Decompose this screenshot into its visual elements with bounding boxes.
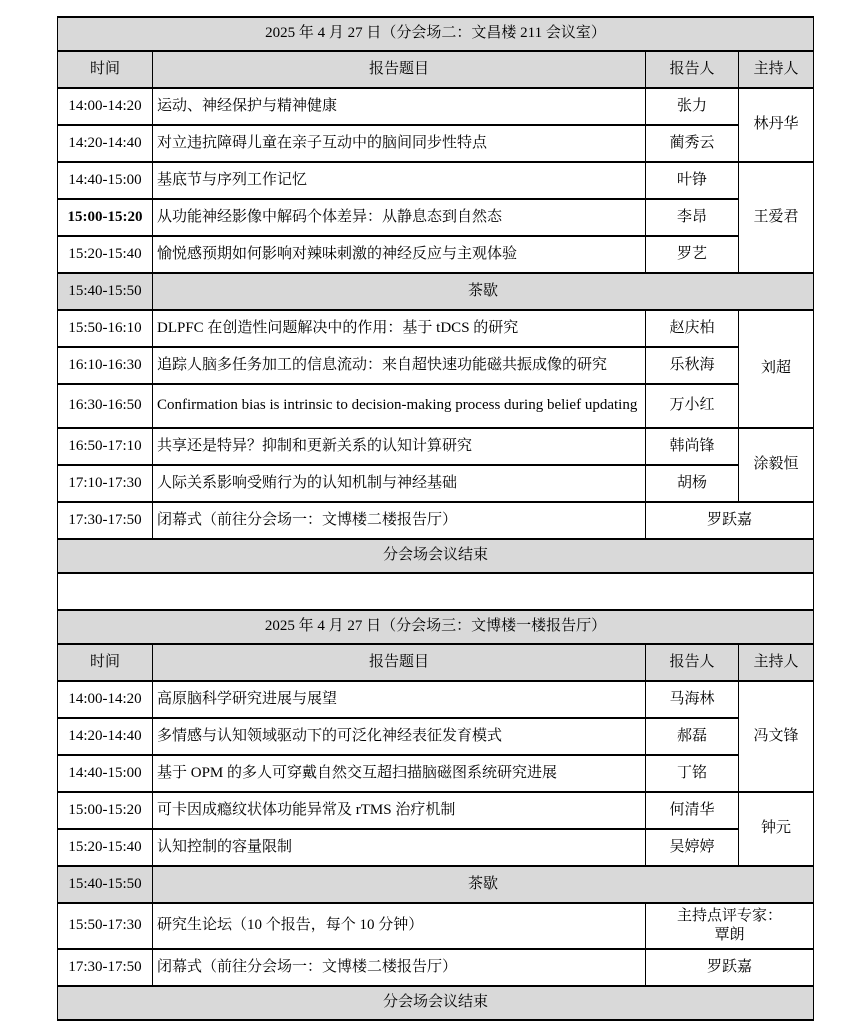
time-cell: 14:40-15:00 bbox=[58, 162, 153, 199]
session2-column-header-speaker: 报告人 bbox=[646, 51, 739, 88]
topic-cell: 基于 OPM 的多人可穿戴自然交互超扫描脑磁图系统研究进展 bbox=[153, 755, 646, 792]
table-row bbox=[58, 829, 814, 866]
time-cell: 17:30-17:50 bbox=[58, 949, 153, 986]
table-row bbox=[58, 125, 814, 162]
session2-title: 2025 年 4 月 27 日（分会场二：文昌楼 211 会议室） bbox=[58, 17, 814, 51]
session2-title-row bbox=[58, 17, 814, 51]
session3-column-header-speaker: 报告人 bbox=[646, 644, 739, 681]
time-cell: 16:50-17:10 bbox=[58, 428, 153, 465]
table-row bbox=[58, 236, 814, 273]
table-row bbox=[58, 681, 814, 718]
graduate-forum-row bbox=[58, 903, 814, 949]
tea-break-label: 茶歇 bbox=[153, 273, 814, 310]
session3-title: 2025 年 4 月 27 日（分会场三：文博楼一楼报告厅） bbox=[58, 610, 814, 644]
time-cell: 15:20-15:40 bbox=[58, 236, 153, 273]
table-row bbox=[58, 792, 814, 829]
time-cell: 14:00-14:20 bbox=[58, 88, 153, 125]
speaker-cell: 张力 bbox=[646, 88, 739, 125]
table-row bbox=[58, 199, 814, 236]
table-row bbox=[58, 310, 814, 347]
host-cell: 刘超 bbox=[739, 310, 814, 428]
table-row bbox=[58, 465, 814, 502]
table-row bbox=[58, 755, 814, 792]
speaker-cell: 叶铮 bbox=[646, 162, 739, 199]
session2-column-header-host: 主持人 bbox=[739, 51, 814, 88]
speaker-cell: 郝磊 bbox=[646, 718, 739, 755]
time-cell: 15:40-15:50 bbox=[58, 866, 153, 903]
table-row bbox=[58, 384, 814, 428]
topic-cell: 对立违抗障碍儿童在亲子互动中的脑间同步性特点 bbox=[153, 125, 646, 162]
speaker-cell: 罗艺 bbox=[646, 236, 739, 273]
time-cell: 14:00-14:20 bbox=[58, 681, 153, 718]
tea-break-label: 茶歇 bbox=[153, 866, 814, 903]
speaker-cell: 胡杨 bbox=[646, 465, 739, 502]
table-row bbox=[58, 162, 814, 199]
tea-break-row bbox=[58, 866, 814, 903]
topic-cell: 人际关系影响受贿行为的认知机制与神经基础 bbox=[153, 465, 646, 502]
forum-host-role: 主持点评专家： bbox=[677, 907, 783, 924]
host-cell: 涂毅恒 bbox=[739, 428, 814, 502]
speaker-cell: 丁铭 bbox=[646, 755, 739, 792]
time-cell: 17:30-17:50 bbox=[58, 502, 153, 539]
speaker-cell: 李昂 bbox=[646, 199, 739, 236]
time-cell: 14:40-15:00 bbox=[58, 755, 153, 792]
session3-column-header-host: 主持人 bbox=[739, 644, 814, 681]
session3-header-row bbox=[58, 644, 814, 681]
host-cell: 王爱君 bbox=[739, 162, 814, 273]
speaker-cell: 万小红 bbox=[646, 384, 739, 428]
host-cell: 林丹华 bbox=[739, 88, 814, 162]
speaker-cell: 何清华 bbox=[646, 792, 739, 829]
table-row bbox=[58, 88, 814, 125]
session2-column-header-topic: 报告题目 bbox=[153, 51, 646, 88]
topic-cell: 基底节与序列工作记忆 bbox=[153, 162, 646, 199]
topic-cell: 追踪人脑多任务加工的信息流动：来自超快速功能磁共振成像的研究 bbox=[153, 347, 646, 384]
topic-cell: 认知控制的容量限制 bbox=[153, 829, 646, 866]
topic-cell: 高原脑科学研究进展与展望 bbox=[153, 681, 646, 718]
speaker-cell: 蔺秀云 bbox=[646, 125, 739, 162]
table-row bbox=[58, 428, 814, 465]
closing-ceremony-row bbox=[58, 502, 814, 539]
session3-end-row bbox=[58, 986, 814, 1020]
topic-cell: 闭幕式（前往分会场一：文博楼二楼报告厅） bbox=[153, 949, 646, 986]
closing-ceremony-row bbox=[58, 949, 814, 986]
speaker-cell: 韩尚锋 bbox=[646, 428, 739, 465]
session2-column-header-time: 时间 bbox=[58, 51, 153, 88]
time-cell: 15:00-15:20 bbox=[58, 199, 153, 236]
closing-person-cell: 罗跃嘉 bbox=[646, 949, 814, 986]
time-cell: 15:00-15:20 bbox=[58, 792, 153, 829]
speaker-cell: 吴婷婷 bbox=[646, 829, 739, 866]
time-cell: 14:20-14:40 bbox=[58, 718, 153, 755]
session3-column-header-topic: 报告题目 bbox=[153, 644, 646, 681]
conference-schedule-table bbox=[57, 16, 814, 1021]
topic-cell: 运动、神经保护与精神健康 bbox=[153, 88, 646, 125]
topic-cell: DLPFC 在创造性问题解决中的作用：基于 tDCS 的研究 bbox=[153, 310, 646, 347]
host-cell: 钟元 bbox=[739, 792, 814, 866]
session2-header-row bbox=[58, 51, 814, 88]
closing-person-cell: 罗跃嘉 bbox=[646, 502, 814, 539]
time-cell: 15:20-15:40 bbox=[58, 829, 153, 866]
topic-cell: 愉悦感预期如何影响对辣味刺激的神经反应与主观体验 bbox=[153, 236, 646, 273]
table-row bbox=[58, 718, 814, 755]
topic-cell: 从功能神经影像中解码个体差异：从静息态到自然态 bbox=[153, 199, 646, 236]
tea-break-row bbox=[58, 273, 814, 310]
time-cell: 16:30-16:50 bbox=[58, 384, 153, 428]
topic-cell: 多情感与认知领域驱动下的可泛化神经表征发育模式 bbox=[153, 718, 646, 755]
time-cell: 15:50-17:30 bbox=[58, 903, 153, 949]
time-cell: 15:40-15:50 bbox=[58, 273, 153, 310]
time-cell: 14:20-14:40 bbox=[58, 125, 153, 162]
time-cell: 15:50-16:10 bbox=[58, 310, 153, 347]
session3-column-header-time: 时间 bbox=[58, 644, 153, 681]
session2-end-row bbox=[58, 539, 814, 573]
session3-title-row bbox=[58, 610, 814, 644]
host-cell: 冯文锋 bbox=[739, 681, 814, 792]
topic-cell: 可卡因成瘾纹状体功能异常及 rTMS 治疗机制 bbox=[153, 792, 646, 829]
forum-host-cell bbox=[646, 903, 814, 949]
topic-cell: 闭幕式（前往分会场一：文博楼二楼报告厅） bbox=[153, 502, 646, 539]
speaker-cell: 乐秋海 bbox=[646, 347, 739, 384]
speaker-cell: 马海林 bbox=[646, 681, 739, 718]
topic-cell: 研究生论坛（10 个报告，每个 10 分钟） bbox=[153, 903, 646, 949]
spacer-row bbox=[58, 573, 814, 610]
topic-cell: 共享还是特异？抑制和更新关系的认知计算研究 bbox=[153, 428, 646, 465]
spacer-cell bbox=[58, 573, 814, 610]
session3-end-label: 分会场会议结束 bbox=[58, 986, 814, 1020]
topic-cell: Confirmation bias is intrinsic to decision-making process during belief updating bbox=[153, 384, 646, 428]
time-cell: 17:10-17:30 bbox=[58, 465, 153, 502]
table-row bbox=[58, 347, 814, 384]
session2-end-label: 分会场会议结束 bbox=[58, 539, 814, 573]
forum-host-name: 覃朗 bbox=[714, 927, 745, 943]
time-cell: 16:10-16:30 bbox=[58, 347, 153, 384]
speaker-cell: 赵庆柏 bbox=[646, 310, 739, 347]
